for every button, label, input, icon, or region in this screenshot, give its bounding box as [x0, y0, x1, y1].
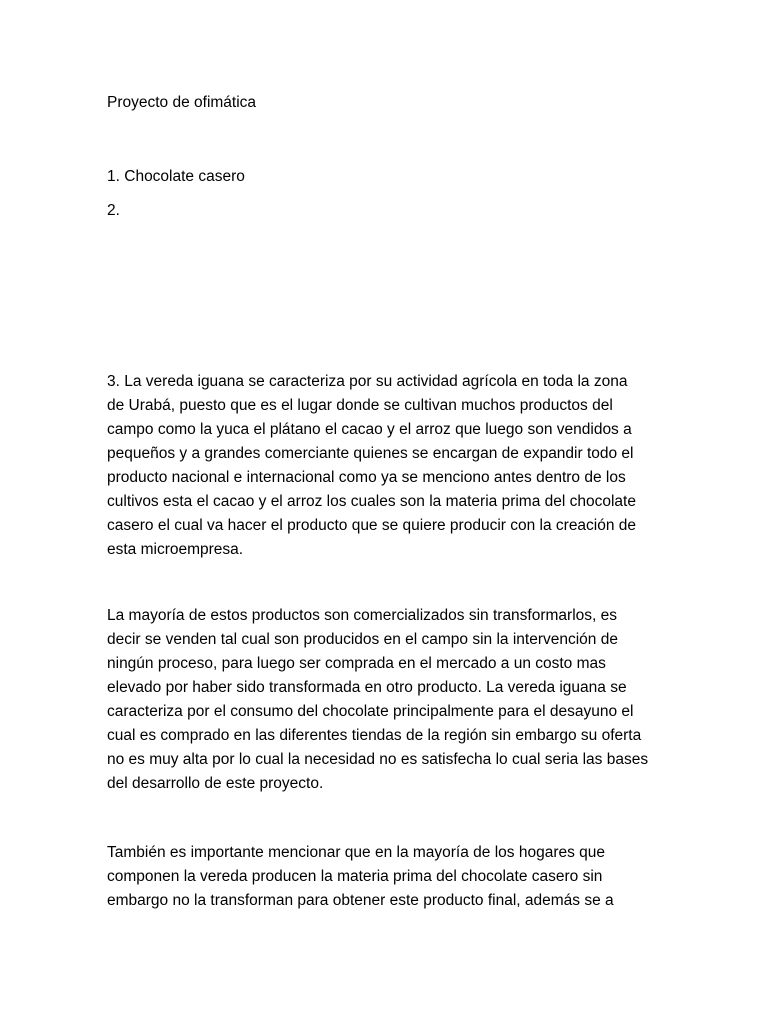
list-number-1: 1. [107, 168, 120, 185]
paragraph-line-text: La vereda iguana se caracteriza por su actividad agrícola en toda la zona [124, 373, 628, 390]
list-item-1 [107, 167, 245, 187]
paragraph-line: embargo no la transforman para obtener este producto final, además se a [107, 892, 614, 909]
paragraph-line: La mayoría de estos productos son comercializados sin transformarlos, es [107, 607, 618, 624]
paragraph-line: producto nacional e internacional como ya se menciono antes dentro de los [107, 469, 626, 486]
paragraph-line: esta microempresa. [107, 541, 244, 558]
paragraph-line: caracteriza por el consumo del chocolate principalmente para el desayuno el [107, 703, 634, 720]
paragraph-line: elevado por haber sido transformada en otro producto. La vereda iguana se [107, 679, 627, 696]
list-number-3: 3. [107, 373, 120, 390]
list-item-2 [107, 201, 120, 221]
paragraph-line: pequeños y a grandes comerciante quienes se encargan de expandir todo el [107, 445, 634, 462]
paragraph-line: cultivos esta el cacao y el arroz los cuales son la materia prima del chocolate [107, 493, 636, 510]
paragraph-line: no es muy alta por lo cual la necesidad no es satisfecha lo cual seria las bases [107, 751, 649, 768]
paragraph-line: del desarrollo de este proyecto. [107, 775, 324, 792]
paragraph-line [107, 372, 627, 392]
paragraph-line: de Urabá, puesto que es el lugar donde se cultivan muchos productos del [107, 397, 613, 414]
list-item-1-text: Chocolate casero [124, 168, 245, 185]
list-number-2: 2. [107, 202, 120, 219]
paragraph-line: cual es comprado en las diferentes tiendas de la región sin embargo su oferta [107, 727, 642, 744]
paragraph-line: casero el cual va hacer el producto que se quiere producir con la creación de [107, 517, 637, 534]
paragraph-line: decir se venden tal cual son producidos en el campo sin la intervención de [107, 631, 618, 648]
paragraph-line: campo como la yuca el plátano el cacao y el arroz que luego son vendidos a [107, 421, 632, 438]
paragraph-line: ningún proceso, para luego ser comprada en el mercado a un costo mas [107, 655, 606, 672]
document-title: Proyecto de ofimática [107, 94, 257, 111]
paragraph-line: También es importante mencionar que en la mayoría de los hogares que [107, 844, 606, 861]
paragraph-line: componen la vereda producen la materia prima del chocolate casero sin [107, 868, 603, 885]
